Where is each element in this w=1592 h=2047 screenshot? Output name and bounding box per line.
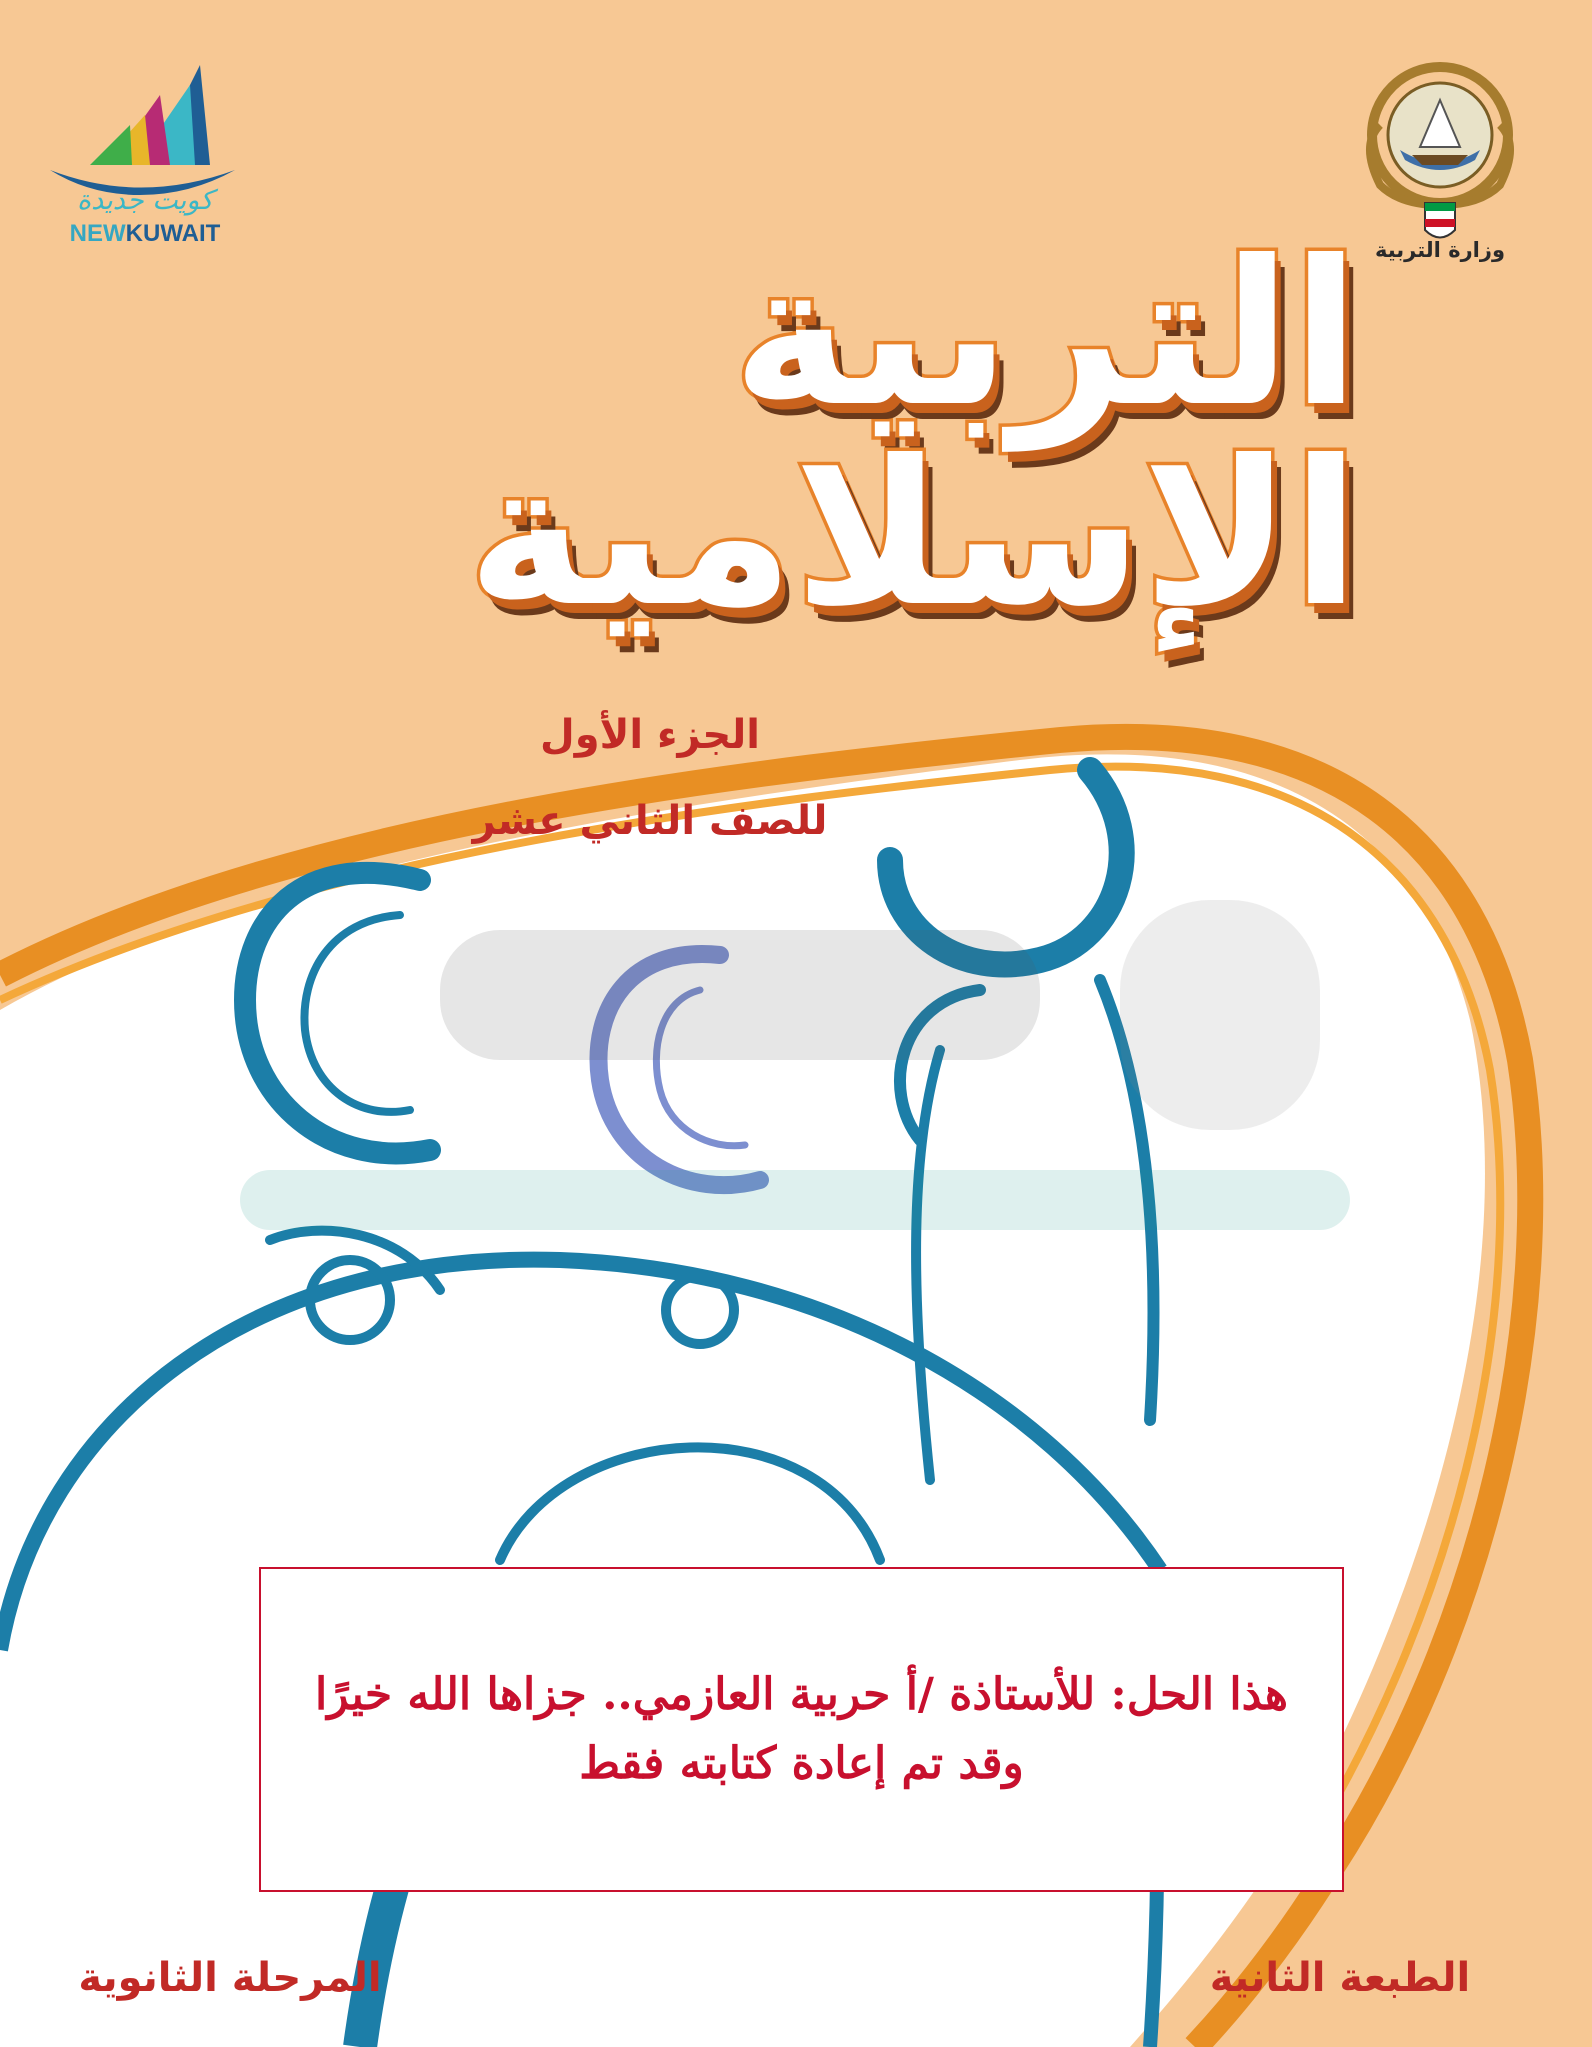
- book-title: التربية الإسلامية: [467, 218, 1360, 651]
- newkuwait-kuwait: KUWAIT: [125, 220, 221, 247]
- edition-label: الطبعة الثانية: [1209, 1955, 1471, 2001]
- newkuwait-logo-icon: [40, 55, 250, 245]
- solution-note-box: [259, 1567, 1344, 1892]
- note-line-1: هذا الحل: للأستاذة /أ حربية العازمي.. جزاها الله خيرًا: [315, 1669, 1288, 1721]
- grade-label: للصف الثاني عشر: [472, 798, 828, 844]
- watermark-graphic: [240, 780, 1360, 1240]
- newkuwait-arabic-text: كويت جديدة: [76, 185, 214, 216]
- stage-label: المرحلة الثانوية: [78, 1955, 382, 2001]
- ministry-name: وزارة التربية: [1374, 238, 1506, 262]
- part-label: الجزء الأول: [540, 712, 760, 758]
- note-line-2: وقد تم إعادة كتابته فقط: [579, 1737, 1024, 1789]
- newkuwait-new: NEW: [69, 220, 126, 247]
